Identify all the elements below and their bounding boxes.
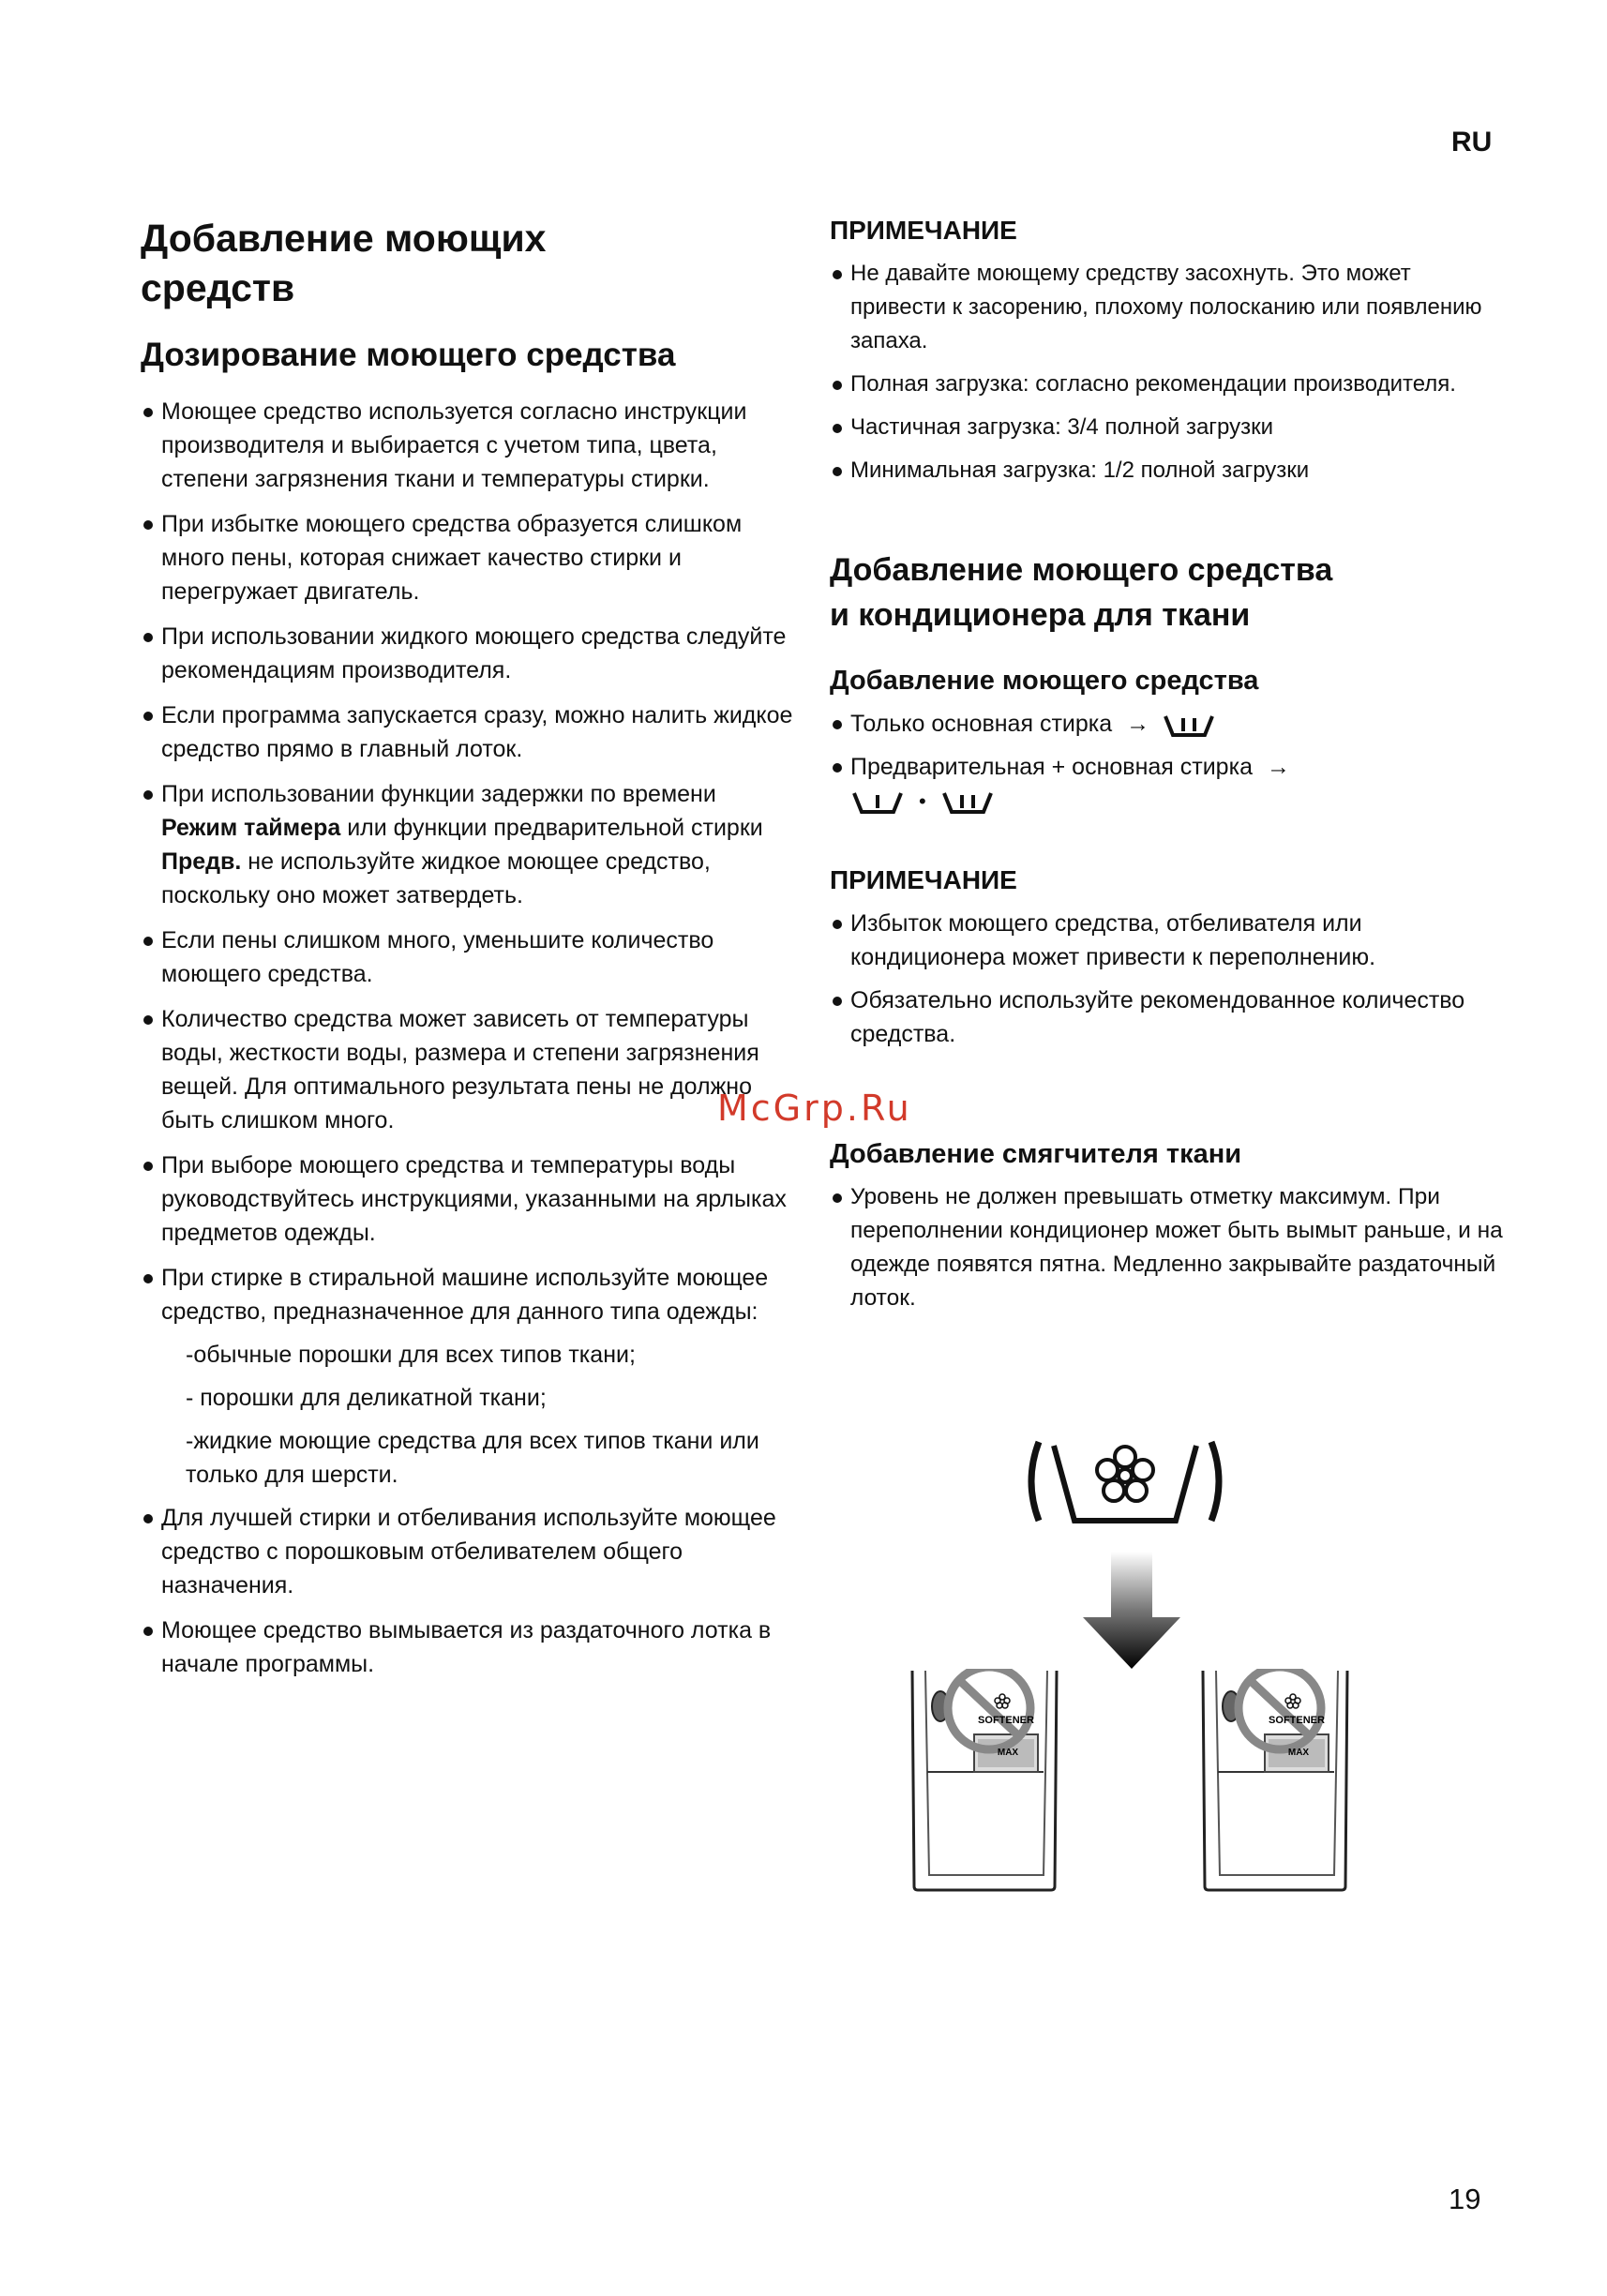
adding-heading [830, 548, 1505, 638]
detergent-heading: Добавление моющего средства [830, 666, 1259, 696]
timer-text-2: или функции предварительной стирки [340, 815, 763, 841]
softener-label: SOFTENER [978, 1715, 1034, 1726]
page-number: 19 [1449, 2183, 1481, 2215]
arrow-right-icon: → [1126, 711, 1150, 737]
list-item: Моющее средство вымывается из раздаточного лотка в начале программы. [141, 1613, 797, 1681]
sub-list-item: -обычные порошки для всех типов ткани; [186, 1342, 636, 1368]
prewash-basin-icon [850, 788, 905, 816]
detergent-list [830, 707, 1505, 818]
note-list [830, 257, 1505, 488]
timer-warning-item [141, 777, 797, 912]
adding-heading-line-1: Добавление моющего средства [830, 552, 1333, 588]
list-item: Для лучшей стирки и отбеливания используйте моющее средство с порошковым отбеливателем общего назначения. [141, 1501, 797, 1602]
prewash-label: Предварительная + основная стирка [850, 754, 1253, 780]
detergent-type-list [141, 1338, 797, 1492]
prewash-item [830, 750, 1505, 818]
note-item: Избыток моющего средства, отбеливателя или кондиционера может привести к переполнению. [830, 907, 1505, 974]
main-wash-basin-icon [940, 788, 995, 816]
timer-mode-name: Режим таймера [161, 815, 341, 841]
list-item: При выборе моющего средства и температуры воды руководствуйтесь инструкциями, указанными на ярлыках предметов одежды. [141, 1148, 797, 1250]
note-heading: ПРИМЕЧАНИЕ [830, 216, 1017, 245]
list-item: Если программа запускается сразу, можно налить жидкое средство прямо в главный лоток. [141, 698, 797, 766]
list-item: При стирке в стиральной машине используйте моющее средство, предназначенное для данного типа одежды: [141, 1261, 797, 1328]
dosing-list-end [141, 1501, 797, 1681]
list-item: Моющее средство используется согласно инструкции производителя и выбирается с учетом типа, цвета, степени загрязнения ткани и температуры стирки. [141, 395, 797, 496]
dosing-heading: Дозирование моющего средства [141, 337, 676, 373]
adding-heading-line-2: и кондиционера для ткани [830, 597, 1251, 633]
main-wash-basin-icon [1162, 711, 1216, 739]
sub-list-item: - порошки для деликатной ткани; [186, 1385, 547, 1411]
softener-symbol-icon [1022, 1434, 1228, 1547]
softener-item: Уровень не должен превышать отметку максимум. При переполнении кондиционер может быть вымыт раньше, и на одежде появятся пятна. Медленно закрывайте раздаточный лоток. [830, 1180, 1505, 1315]
timer-text-1: При использовании функции задержки по времени [161, 781, 716, 807]
list-item: Если пены слишком много, уменьшите количество моющего средства. [141, 923, 797, 991]
note-item: Частичная загрузка: 3/4 полной загрузки [830, 411, 1505, 444]
watermark: McGrp.Ru [717, 1088, 912, 1129]
note-item: Полная загрузка: согласно рекомендации производителя. [830, 368, 1505, 401]
sub-list-item: -жидкие моющие средства для всех типов ткани или только для шерсти. [186, 1428, 759, 1488]
right-column [830, 214, 1505, 1315]
timer-text-3: не используйте жидкое моющее средство, поскольку оно может затвердеть. [161, 848, 711, 908]
softener-label: SOFTENER [1269, 1715, 1325, 1726]
left-column [141, 214, 797, 1681]
note-list [830, 907, 1505, 1051]
note-item: Не давайте моющему средству засохнуть. Это может привести к засорению, плохому полосканию или появлению запаха. [830, 257, 1505, 358]
dosing-list [141, 395, 797, 1328]
main-wash-item [830, 707, 1505, 741]
page-title-line-1: Добавление моющих [141, 217, 547, 260]
language-code: RU [1451, 127, 1493, 158]
arrow-right-icon: → [1266, 754, 1290, 780]
softener-list [830, 1180, 1505, 1315]
list-item: При использовании жидкого моющего средства следуйте рекомендациям производителя. [141, 620, 797, 687]
page-title-line-2: средств [141, 266, 295, 309]
max-label: MAX [997, 1748, 1019, 1758]
softener-heading: Добавление смягчителя ткани [830, 1139, 1242, 1169]
list-item: Количество средства может зависеть от температуры воды, жесткости воды, размера и степени загрязнения вещей. Для оптимального результата пены не должно быть слишком много. [141, 1002, 797, 1137]
dispenser-drawer-image [905, 1669, 1064, 1894]
note-item: Обязательно используйте рекомендованное количество средства. [830, 983, 1505, 1051]
max-label: MAX [1287, 1748, 1310, 1758]
prewash-mode-name: Предв. [161, 848, 242, 875]
page-title [141, 214, 797, 313]
note-item: Минимальная загрузка: 1/2 полной загрузки [830, 454, 1505, 488]
main-wash-label: Только основная стирка [850, 711, 1113, 737]
list-item: При избытке моющего средства образуется слишком много пены, которая снижает качество стирки и перегружает двигатель. [141, 507, 797, 608]
plus-dot: • [918, 789, 926, 813]
note-heading: ПРИМЕЧАНИЕ [830, 865, 1017, 894]
down-arrow-icon [1083, 1552, 1180, 1669]
dispenser-drawer-image [1195, 1669, 1355, 1894]
